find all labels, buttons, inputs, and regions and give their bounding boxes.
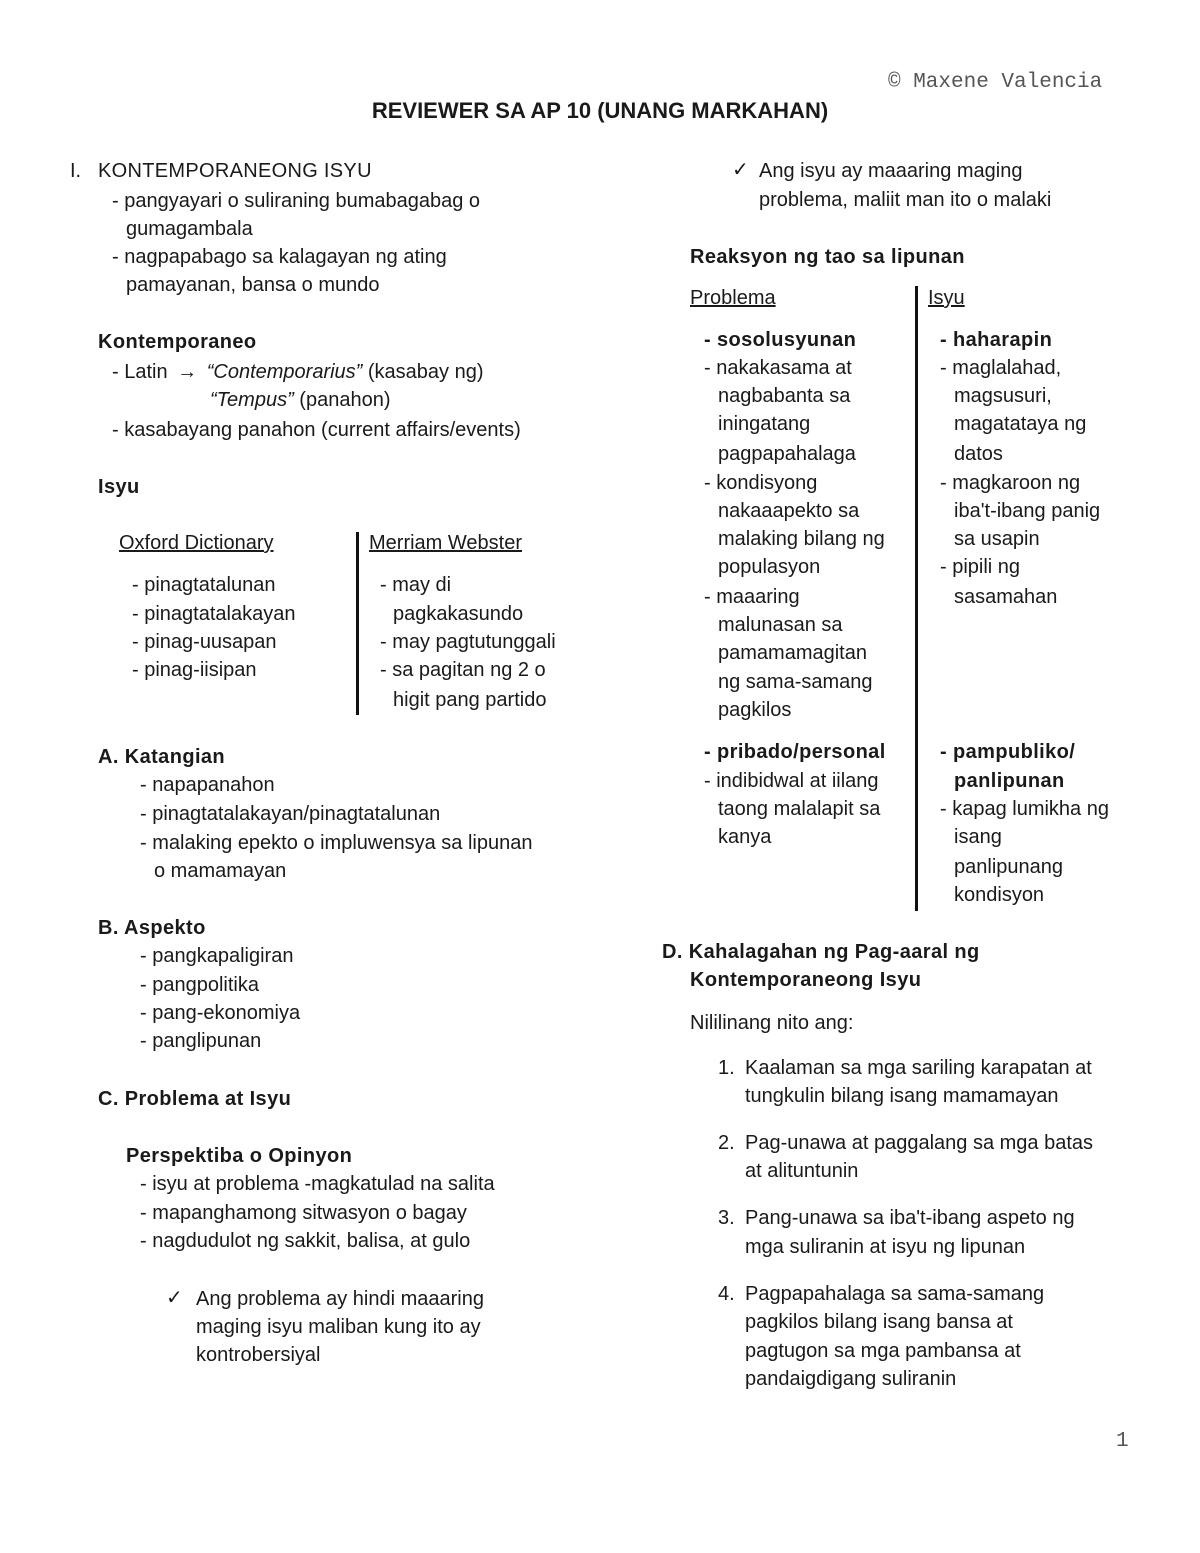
text-line: - kondisyong bbox=[704, 472, 818, 494]
latin-line bbox=[112, 358, 484, 386]
text-line: - malaking epekto o impluwensya sa lipunan bbox=[140, 832, 533, 854]
latin-line-2 bbox=[210, 386, 390, 414]
text-line: - isyu at problema -magkatulad na salita bbox=[140, 1173, 495, 1195]
text-line: - pangkapaligiran bbox=[140, 945, 294, 967]
text-line: - nakakasama at bbox=[704, 357, 852, 379]
text-line: - pang-ekonomiya bbox=[140, 1002, 301, 1024]
text-line: Pag-unawa at paggalang sa mga batas bbox=[745, 1132, 1094, 1154]
text-line: Pang-unawa sa iba't-ibang aspeto ng bbox=[745, 1207, 1075, 1229]
text-line: mga suliranin at isyu ng lipunan bbox=[745, 1236, 1026, 1258]
isyu-key-point: panlipunan bbox=[954, 770, 1065, 792]
text-line: tungkulin bilang isang mamamayan bbox=[745, 1085, 1059, 1107]
text-line: - pinagtatalakayan/pinagtatalunan bbox=[140, 803, 441, 825]
subsection-title: Reaksyon ng tao sa lipunan bbox=[690, 246, 965, 268]
text-line: pandaigdigang suliranin bbox=[745, 1368, 957, 1390]
subsection-title: A. Katangian bbox=[98, 746, 226, 768]
text-line: pagpapahalaga bbox=[718, 443, 856, 465]
text-line: kanya bbox=[718, 826, 772, 848]
text-line: iningatang bbox=[718, 413, 811, 435]
list-item: - pinag-iisipan bbox=[132, 659, 257, 681]
latin-term: “Contemporarius” bbox=[206, 361, 363, 383]
checkmark-icon: ✓ bbox=[166, 1285, 183, 1309]
text-line: maging isyu maliban kung ito ay bbox=[196, 1316, 481, 1338]
list-item: higit pang partido bbox=[393, 689, 547, 711]
text-line: populasyon bbox=[718, 556, 821, 578]
text-line: - kasabayang panahon (current affairs/events) bbox=[112, 419, 521, 441]
text-line: panlipunang bbox=[954, 856, 1063, 878]
text-line: sa usapin bbox=[954, 528, 1040, 550]
text-line: nakaaapekto sa bbox=[718, 500, 860, 522]
text-line: - nagdudulot ng sakkit, balisa, at gulo bbox=[140, 1230, 471, 1252]
text-line: - maaaring bbox=[704, 586, 800, 608]
list-item: - may di bbox=[380, 574, 452, 596]
list-item: - pinagtatalakayan bbox=[132, 603, 296, 625]
list-item: - may pagtutunggali bbox=[380, 631, 556, 653]
text-line: - pipili ng bbox=[940, 556, 1021, 578]
copyright-note: © Maxene Valencia bbox=[888, 71, 1103, 94]
subsection-title: Kontemporaneo bbox=[98, 331, 257, 353]
isyu-key-point: - pampubliko/ bbox=[940, 741, 1076, 763]
subsection-title: Kontemporaneong Isyu bbox=[690, 969, 922, 991]
text-line: pamamamagitan bbox=[718, 642, 867, 664]
intro-text: Nililinang nito ang: bbox=[690, 1012, 854, 1034]
isyu-heading: Isyu bbox=[928, 287, 965, 309]
document-title: REVIEWER SA AP 10 (UNANG MARKAHAN) bbox=[371, 98, 829, 123]
text-line: - maglalahad, bbox=[940, 357, 1062, 379]
text-line: - napapanahon bbox=[140, 774, 275, 796]
text-line: - pangpolitika bbox=[140, 974, 259, 996]
text-line: Ang isyu ay maaaring maging bbox=[759, 160, 1023, 182]
item-number: 4. bbox=[718, 1283, 735, 1305]
text-line: ng sama-samang bbox=[718, 671, 873, 693]
text-line: problema, maliit man ito o malaki bbox=[759, 189, 1052, 211]
text-line: nagbabanta sa bbox=[718, 385, 851, 407]
text-line: Pagpapahalaga sa sama-samang bbox=[745, 1283, 1045, 1305]
text-line: - pangyayari o suliraning bumabagabag o bbox=[112, 190, 481, 212]
text-line: - indibidwal at iilang bbox=[704, 770, 879, 792]
item-number: 3. bbox=[718, 1207, 735, 1229]
text-line: - nagpapabago sa kalagayan ng ating bbox=[112, 246, 447, 268]
text-line: kontrobersiyal bbox=[196, 1344, 321, 1366]
column-divider bbox=[915, 286, 918, 911]
text-line: - magkaroon ng bbox=[940, 472, 1081, 494]
isyu-key-point: - haharapin bbox=[940, 329, 1053, 351]
text-line: gumagambala bbox=[126, 218, 253, 240]
list-item: pagkakasundo bbox=[393, 603, 524, 625]
text-line: iba't-ibang panig bbox=[954, 500, 1101, 522]
text-line: datos bbox=[954, 443, 1003, 465]
subsection-title: B. Aspekto bbox=[98, 917, 206, 939]
page-number: 1 bbox=[1116, 1430, 1129, 1453]
text-line: - mapanghamong sitwasyon o bagay bbox=[140, 1202, 467, 1224]
text-line: pagkilos bbox=[718, 699, 792, 721]
checkmark-icon: ✓ bbox=[732, 157, 749, 181]
text-line: malaking bilang ng bbox=[718, 528, 885, 550]
list-item: - pinag-uusapan bbox=[132, 631, 277, 653]
perspektiba-title: Perspektiba o Opinyon bbox=[126, 1145, 353, 1167]
text-line: sasamahan bbox=[954, 586, 1058, 608]
latin-label: - Latin bbox=[112, 361, 168, 383]
text-line: malunasan sa bbox=[718, 614, 843, 636]
text-line: Kaalaman sa mga sariling karapatan at bbox=[745, 1057, 1092, 1079]
text-line: Ang problema ay hindi maaaring bbox=[196, 1288, 484, 1310]
text-line: pamayanan, bansa o mundo bbox=[126, 274, 380, 296]
problema-heading: Problema bbox=[690, 287, 776, 309]
text-line: taong malalapit sa bbox=[718, 798, 881, 820]
list-item: - pinagtatalunan bbox=[132, 574, 276, 596]
problema-key-point: - pribado/personal bbox=[704, 741, 886, 763]
arrow-icon: → bbox=[177, 361, 198, 383]
text-line: o mamamayan bbox=[154, 860, 287, 882]
subsection-title: Isyu bbox=[98, 476, 140, 498]
text-line: pagkilos bilang isang bansa at bbox=[745, 1311, 1013, 1333]
text-line: magsusuri, bbox=[954, 385, 1052, 407]
item-number: 1. bbox=[718, 1057, 735, 1079]
section-number: I. bbox=[70, 160, 82, 182]
item-number: 2. bbox=[718, 1132, 735, 1154]
text-line: at alituntunin bbox=[745, 1160, 859, 1182]
subsection-title: C. Problema at Isyu bbox=[98, 1088, 292, 1110]
list-item: - sa pagitan ng 2 o bbox=[380, 659, 546, 681]
latin-meaning: (kasabay ng) bbox=[362, 361, 484, 383]
problema-key-point: - sosolusyunan bbox=[704, 329, 857, 351]
merriam-heading: Merriam Webster bbox=[369, 532, 522, 554]
text-line: magatataya ng bbox=[954, 413, 1087, 435]
text-line: - kapag lumikha ng bbox=[940, 798, 1109, 820]
latin-meaning: (panahon) bbox=[293, 389, 391, 411]
latin-term: “Tempus” bbox=[210, 389, 294, 411]
text-line: isang bbox=[954, 826, 1002, 848]
text-line: - panglipunan bbox=[140, 1030, 262, 1052]
oxford-heading: Oxford Dictionary bbox=[119, 532, 274, 554]
text-line: pagtugon sa mga pambansa at bbox=[745, 1340, 1021, 1362]
section-title: KONTEMPORANEONG ISYU bbox=[98, 160, 372, 182]
subsection-title: D. Kahalagahan ng Pag-aaral ng bbox=[662, 941, 980, 963]
text-line: kondisyon bbox=[954, 884, 1045, 906]
column-divider bbox=[356, 532, 359, 715]
